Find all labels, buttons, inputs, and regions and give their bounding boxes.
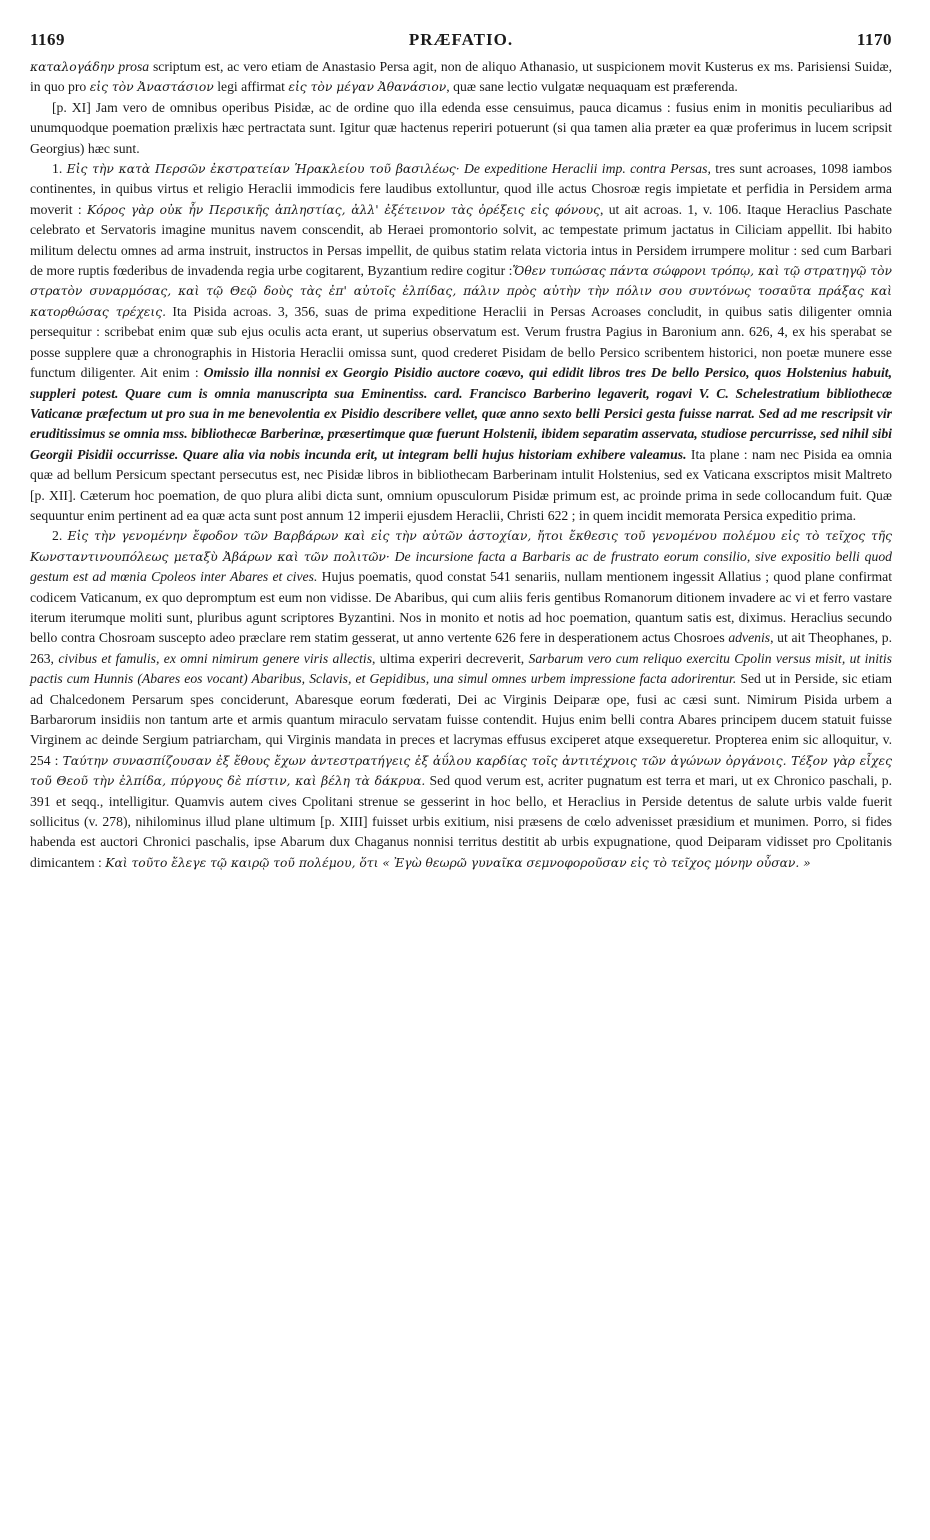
text-run: Ita plane : nam nec Pisida ea omnia quæ ad bellum Persicum spectant persecutus est, nec Pisidæ libros in bibliothecam Barberinam intulit Holstenius, sed ex Vaticana exscriptos misit Maltreto [p. XII]. Cæterum hoc poemation, de quo plura alibi dicta sunt, omnium opusculorum Pisidæ primum est, ac proinde prima in sede collocandum fuit. Quæ sequuntur enim pertinent ad ea quæ acta sunt post annum 12 imperii ejusdem Heraclii, Christi 622 ; in quem incidit memorata Persica expeditio prima.	[30, 446, 892, 523]
greek-text: Καὶ τοῦτο ἔλεγε τῷ καιρῷ τοῦ πολέμου, ὅτι « Ἐγὼ θεωρῶ γυναῖκα σεμνοφοροῦσαν εἰς τὸ τεῖχος μόνην οὖσαν. »	[105, 855, 811, 870]
greek-text: Ὅθεν τυπώσας πάντα σώφρονι τρόπῳ, καὶ τῷ στρατηγῷ τὸν στρατὸν συναρμόσας, καὶ τῷ Θεῷ δοὺς τὰς ἐπ' αὐτοῖς ἐλπίδας, πάλιν πρὸς αὐτὴν τὴν πόλιν σου συντόνως τοσαῦτα πράξας καὶ κατορθώσας τρέχεις.	[30, 264, 893, 319]
italic-text: De expeditione Heraclii imp. contra Persas,	[459, 161, 711, 177]
text-run: , ut ait acroas. 1, v. 106. Itaque Heraclius Paschate celebrato et Servatoris imagine munitus navem conscendit, ab Heraei promontorio solvit, ac tempestate primum jactatus in Ciliciam appellit. Ibi habito militum delectu omnes ad arma instruit, instructos in Persas impellit, de quibus statim relata victoria intus in Persidem irrumpere molitur : sed cum Barbari de more ruptis fœderibus de invadenda regia urbe cogitarent, Byzantium redire cogitur :	[30, 201, 892, 279]
text-run: Sed ut in Perside, sic etiam ad Chalcedonem Persarum spes conciderunt, Abaresque eorum fœderati, Dei ac Virginis Deiparæ ope, fusi ac cæsi sunt. Nimirum Pisida urbem a Barbarorum insidiis non tantum arte et armis quantum miraculo servatam fuisse contendit. Hujus enim belli contra Abares principem ducem statuit fuisse Virginem ac deinde Sergium patriarcham, qui Virginis mandata in preces et lacrymas effusus exciperet atque exsequeretur. Propterea enim sic alloquitur, v. 254 :	[30, 671, 892, 768]
text-run: , ut ait Theophanes, p. 263,	[30, 630, 892, 666]
paragraph	[30, 159, 892, 526]
greek-text: εἰς τὸν Ἀναστάσιον	[89, 80, 214, 95]
text-run: 1.	[52, 161, 67, 177]
italic-text: prosa	[114, 59, 150, 74]
page-number-left: 1169	[30, 30, 66, 49]
running-title: PRÆFATIO.	[408, 30, 514, 49]
body-text	[30, 57, 892, 873]
text-run: Hujus poematis, quod constat 541 senariis, nullam mentionem ingessit Allatius ; quod plane confirmat codicem Vaticanum, ex quo depromptum est eum non vidisse. De Abaribus, qui cum aliis feris gentibus Romanorum ditionem invadere ac vi et ferro vastare iterum iterumque moliti sunt, pluribus agunt scriptores Byzantini. Nos in monito et notis ad hoc poemation, quantum satis est, diximus. Heraclius secundo bello contra Chosroam suscepto adeo præclare rem statim gesserat, ut anno vertente 626 fere in desperationem actus Chosroes	[30, 569, 892, 646]
text-run: Sed quod verum est, acriter pugnatum est terra et mari, ut ex Chronico paschali, p. 391 et seqq., intelligitur. Quamvis autem cives Cpolitani strenue se gesserint in hoc bello, et Heraclius in Perside detentus de salute urbis valde fuerit sollicitus (v. 278), nihilominus illud plane ultimum [p. XIII] fuisset urbis exitium, nisi præsens de cœlo advenisset præsidium et munimen. Porro, si fides habenda est auctori Chronici paschalis, ipse Abarum dux Chaganus nonnisi territus destitit ab urbis expugnatione, quod Deiparam vidisset pro Cpolitanis dimicantem :	[30, 773, 892, 870]
italic-text: De incursione facta a Barbaris ac de frustrato eorum consilio, sive expositio belli quod gestum est ad mœnia Cpoleos inter Abares et cives.	[30, 548, 893, 585]
text-run: Ita Pisida acroas. 3, 356, suas de prima expeditione Heraclii in Persas Acroases concludit, in quibus satis diligenter omnia persequitur : scribebat enim quæ sub ejus oculis acta erant, ut superius observatum est. Verum frustra Pagius in Baronium ann. 626, 4, ex his sperabat se posse supplere quæ a chronographis in Historia Heraclii omissa sunt, quod crederet Pisidam de bello Persico scribentem historici, non poetæ munere esse functum diligenter. Ait enim :	[30, 303, 893, 381]
italic-text: advenis	[728, 630, 771, 646]
greek-text: Εἰς τὴν κατὰ Περσῶν ἐκστρατείαν Ἡρακλείου τοῦ βασιλέως·	[66, 162, 460, 177]
paragraph	[30, 98, 892, 159]
greek-text: καταλογάδην	[30, 60, 115, 74]
greek-text: εἰς τὸν μέγαν Ἀθανάσιον	[288, 80, 447, 95]
text-run: [p. XI] Jam vero de omnibus operibus Pisidæ, ac de ordine quo illa edenda esse censuimus, pauca dicamus : fusius enim in monitis peculiaribus ad unumquodque poemation prælixis hæc pertractata sunt. Igitur quæ hactenus reperiri potuerunt (si qua tamen alia præter ea quæ proferimus in lucem scripsit Georgius) hæc sunt.	[30, 99, 892, 156]
text-run: 2.	[52, 528, 68, 544]
greek-text: Κόρος γὰρ οὐκ ἦν Περσικῆς ἀπληστίας, ἀλλ' ἐξέτεινον τὰς ὀρέξεις εἰς φόνους	[87, 202, 600, 217]
paragraph	[30, 526, 892, 873]
text-run: , ultima experiri decreverit,	[372, 650, 529, 666]
text-run: tres sunt acroases, 1098 iambos continentes, in quibus virtus et religio Heraclii immodicis fere laudibus extolluntur, quod ille actus Chosroæ regis impietate et perfidia in Persidem arma moverit :	[30, 161, 893, 217]
greek-text: Εἰς τὴν γενομένην ἔφοδον τῶν Βαρβάρων καὶ εἰς τὴν αὐτῶν ἀστοχίαν, ἤτοι ἔκθεσις τοῦ γενομένου πολέμου εἰς τὸ τεῖχος τῆς Κωνσταντινουπόλεως μεταξὺ Ἀβάρων καὶ τῶν πολιτῶν·	[30, 529, 892, 564]
paragraph	[30, 57, 892, 98]
greek-text: Ταύτην συνασπίζουσαν ἐξ ἔθους ἔχων ἀντεστρατήγεις ἐξ ἀΰλου καρδίας τοῖς ἀντιτέχνοις τῶν ἀγώνων ὀργάνοις. Τέξον γὰρ εἶχες τοῦ Θεοῦ τὴν ἐλπίδα, πύργους δὲ πίστιν, καὶ βέλη τὰ δάκρυα.	[30, 753, 892, 789]
text-run: legi affirmat	[213, 79, 289, 95]
italic-text: Sarbarum vero cum reliquo exercitu Cpolin versus misit, ut initis pactis cum Hunnis (Abares eos vocant) Abaribus, Sclavis, et Gepidibus, una simul omnes urbem impressione facta adorirentur.	[30, 650, 892, 687]
running-head	[30, 30, 892, 50]
italic-text: civibus et famulis, ex omni nimirum genere viris allectis	[58, 650, 373, 666]
page-number-right: 1170	[856, 30, 892, 49]
page	[30, 30, 892, 873]
text-run: , quæ sane lectio vulgatæ nequaquam est præferenda.	[446, 79, 738, 95]
italic-text: Omissio illa nonnisi ex Georgio Pisidio auctore coævo, qui edidit libros tres De bello Persico, quos Holstenius habuit, suppleri potest. Quare cum is omnia manuscripta sua Eminentiss. card. Francisco Barberino legaverit, rogavi V. C. Schelestratium bibliothecæ Vaticanæ præfectum ut pro sua in me benevolentia ex Pisidio describere vellet, quæ anno sexto belli Persici gesta fuisse narrat. Sed ad me rescripsit vir eruditissimus se omnia mss. bibliothecæ Barberinæ, præsertimque quæ fuerunt Holstenii, ibidem separatim asservata, studiose percurrisse, sed nihil sibi Georgii Pisidii occurrisse. Quare alia via nobis incunda erit, ut integram belli hujus historiam exhibere valeamus.	[30, 365, 892, 462]
text-run: scriptum est, ac vero etiam de Anastasio Persa agit, non de aliquo Athanasio, ut suspicionem movit Kusterus ex ms. Parisiensi Suidæ, in quo pro	[30, 59, 892, 95]
